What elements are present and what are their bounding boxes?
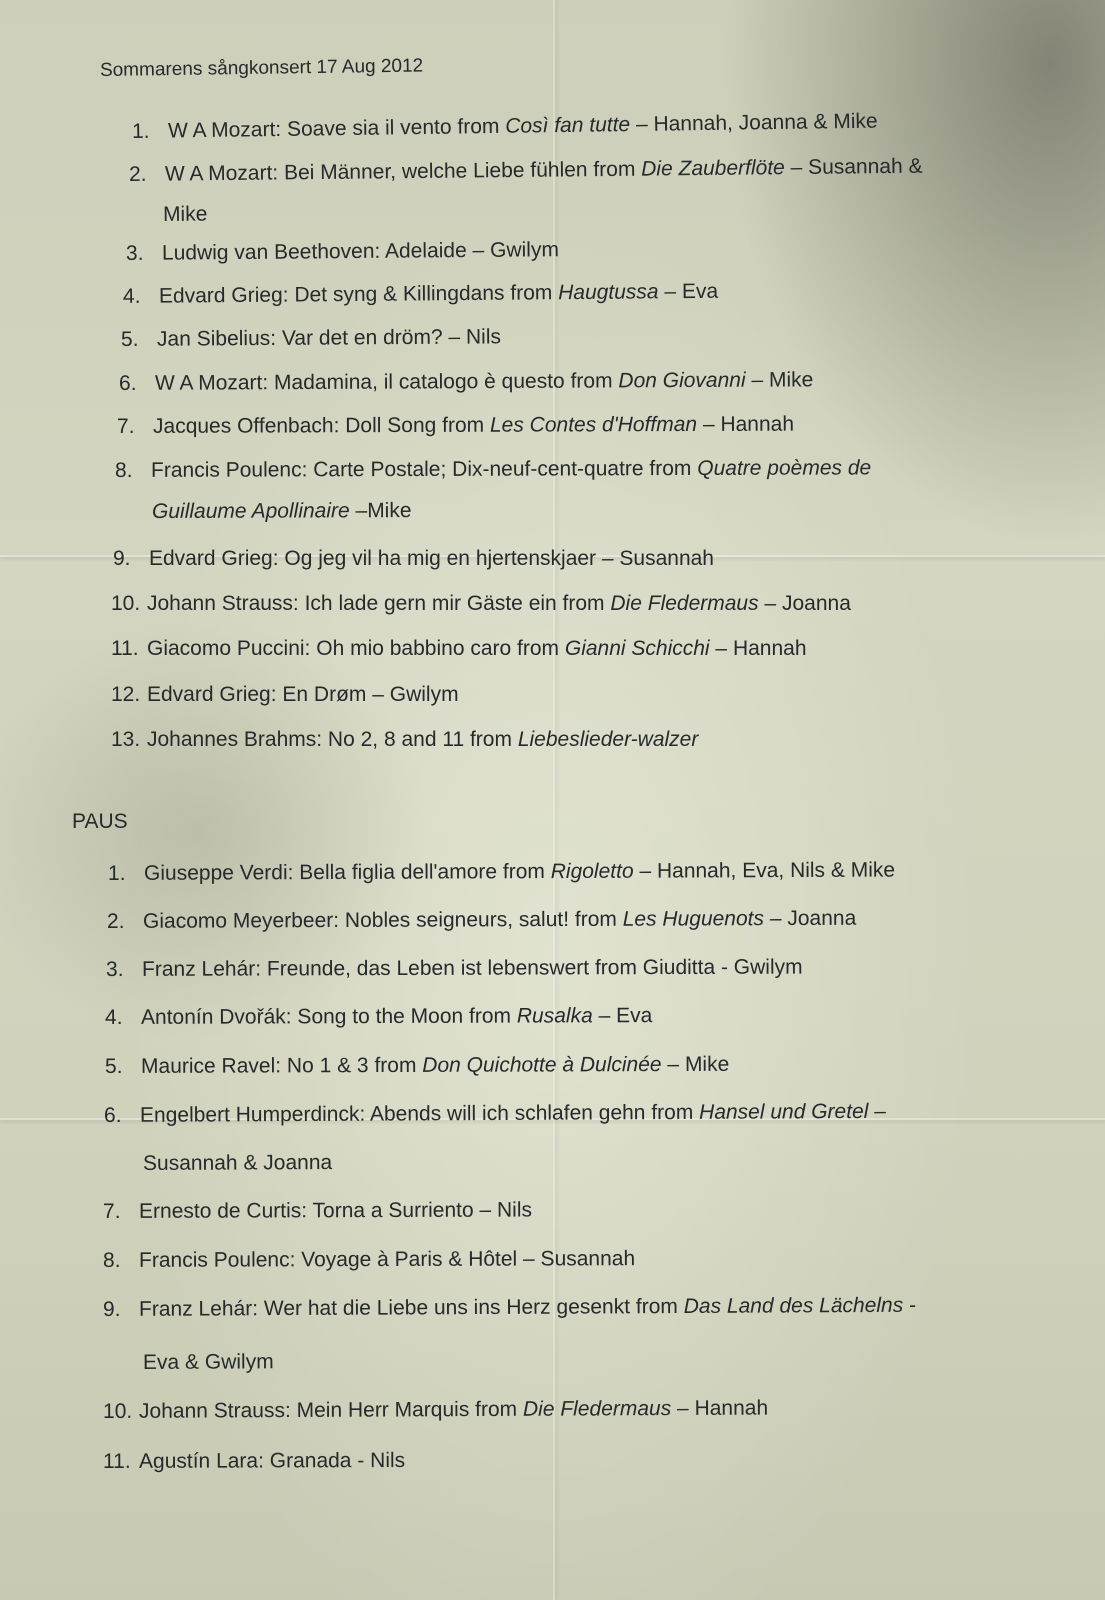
work-title: Rigoletto [550,859,634,884]
item-number: 9. [102,1297,121,1321]
work-title: Les Huguenots [622,907,765,931]
item-performers: – Joanna [758,592,851,615]
item-text: W A Mozart: Madamina, il catalogo è questo from [154,369,619,395]
program-item [111,592,851,616]
program-item [111,728,698,752]
item-number: 10. [102,1399,133,1423]
program-item [111,637,807,661]
item-text: W A Mozart: Soave sia il vento from [167,114,506,143]
program-item [126,238,559,266]
item-number: 8. [114,458,133,482]
work-title: Die Zauberflöte [641,156,785,181]
program-item [106,956,803,982]
item-number: 8. [102,1248,121,1272]
item-number: 13. [111,728,141,751]
item-performers: –Mike [349,499,412,523]
item-performers: – Hannah, Eva, Nils & Mike [633,858,896,883]
program-item [132,110,878,144]
program-item [113,547,714,571]
item-number: 11. [111,637,139,660]
item-number: 6. [103,1103,122,1127]
program-item-continuation [143,1151,332,1176]
program-item [103,1449,405,1474]
item-text: Edvard Grieg: Det syng & Killingdans from [158,281,559,308]
item-number: 7. [102,1199,121,1223]
work-title: Haugtussa [558,280,659,305]
item-number: 12. [111,683,141,706]
work-title: Les Contes d'Hoffman [489,412,698,437]
item-performers: – Eva [658,279,719,304]
work-title: Die Fledermaus [610,592,759,615]
program-title: Sommarens sångkonsert 17 Aug 2012 [99,55,424,81]
item-text: Johannes Brahms: No 2, 8 and 11 from [147,728,518,751]
program-item [104,1100,886,1128]
item-text: Giacomo Puccini: Oh mio babbino caro from [147,637,565,660]
work-title: Don Quichotte à Dulcinée [422,1053,662,1077]
item-performers: – Mike [745,368,814,392]
work-title: Così fan tutte [505,113,631,138]
program-item [115,456,871,483]
item-text: Eva & Gwilym [142,1350,274,1374]
item-text: Francis Poulenc: Voyage à Paris & Hôtel – Susannah [138,1247,636,1272]
item-performers: – Hannah [697,412,795,436]
item-performers: – Joanna [763,906,857,931]
item-text: Susannah & Joanna [142,1151,333,1175]
item-text: Johann Strauss: Mein Herr Marquis from [138,1397,524,1423]
work-title: Guillaume Apollinaire [151,499,350,523]
item-number: 3. [125,241,144,265]
item-text: Giacomo Meyerbeer: Nobles seigneurs, salut! from [142,907,623,933]
item-text: Antonín Dvořák: Song to the Moon from [140,1004,517,1029]
work-title: Don Giovanni [618,368,746,393]
item-text: Mike [162,202,208,226]
item-text: Johann Strauss: Ich lade gern mir Gäste ein from [147,592,611,615]
program-item [121,325,501,352]
item-number: 4. [122,284,141,308]
item-performers: – Mike [661,1052,730,1077]
item-number: 9. [113,547,131,570]
work-title: Rusalka [516,1004,593,1028]
item-text: Ernesto de Curtis: Torna a Surriento – Nils [138,1198,533,1223]
program-item [129,155,923,187]
item-performers: - [903,1293,917,1317]
work-title: Liebeslieder-walzer [517,728,699,751]
item-number: 4. [104,1005,123,1029]
item-text: Jan Sibelius: Var det en dröm? – Nils [156,325,502,351]
item-performers: – Hannah [671,1396,769,1421]
work-title: Quatre poèmes de [697,456,872,480]
item-performers: – Susannah & [784,154,923,180]
work-title: Gianni Schicchi [564,637,710,660]
program-item-continuation [163,203,208,227]
work-title: Das Land des Lächelns [683,1293,904,1318]
item-performers: – Eva [592,1004,653,1028]
program-item [119,368,813,396]
item-text: Engelbert Humperdinck: Abends will ich schlafen gehn from [139,1100,700,1127]
item-number: 3. [105,957,124,981]
item-number: 5. [120,327,139,351]
work-title: Hansel und Gretel [699,1099,869,1124]
program-item [103,1397,768,1424]
item-performers: – [868,1099,886,1123]
program-item [105,1004,652,1030]
program-item-continuation [152,499,412,524]
program-item [103,1199,532,1224]
item-performers: – Hannah [709,637,807,660]
item-text: Giuseppe Verdi: Bella figlia dell'amore from [143,860,551,885]
item-text: Edvard Grieg: Og jeg vil ha mig en hjertenskjaer – Susannah [149,547,714,570]
item-text: Agustín Lara: Granada - Nils [138,1448,406,1473]
item-text: Maurice Ravel: No 1 & 3 from [140,1053,423,1078]
program-item [103,1247,635,1273]
intermission-heading: PAUS [72,810,128,833]
program-item [103,1294,916,1322]
item-number: 2. [128,162,147,186]
program-item [108,859,895,886]
item-performers: – Hannah, Joanna & Mike [629,109,878,137]
item-text: Jacques Offenbach: Doll Song from [152,413,491,438]
item-text: Ludwig van Beethoven: Adelaide – Gwilym [161,238,560,265]
program-item [123,280,718,309]
item-text: Edvard Grieg: En Drøm – Gwilym [147,683,459,706]
program-item [105,1053,729,1079]
item-number: 11. [102,1449,131,1473]
work-title: Die Fledermaus [522,1397,672,1421]
item-number: 10. [111,592,141,615]
program-item [107,907,856,934]
item-number: 7. [116,414,135,438]
item-number: 1. [107,861,126,885]
item-text: Franz Lehár: Wer hat die Liebe uns ins Herz gesenkt from [138,1294,684,1321]
item-number: 1. [131,119,150,143]
item-text: Franz Lehár: Freunde, das Leben ist lebenswert from Giuditta - Gwilym [141,955,803,981]
item-number: 2. [106,909,125,933]
item-number: 6. [118,371,137,395]
program-item [111,683,459,707]
program-item-continuation [143,1350,274,1375]
program-item [117,413,794,439]
item-text: Francis Poulenc: Carte Postale; Dix-neuf-cent-quatre from [150,456,698,482]
item-number: 5. [104,1054,123,1078]
item-text: W A Mozart: Bei Männer, welche Liebe fühlen from [164,157,642,186]
